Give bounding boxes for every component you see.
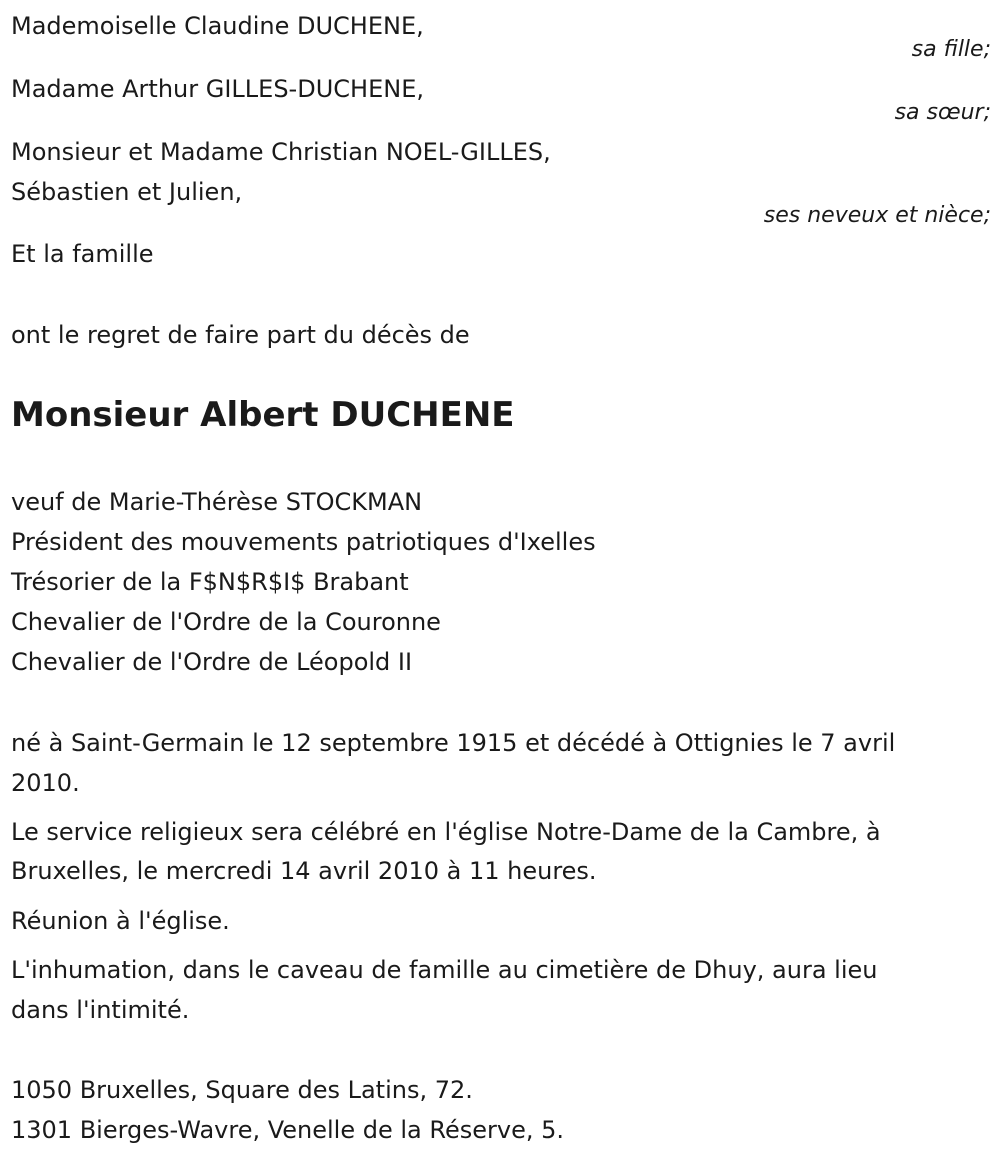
- burial-line-1: L'inhumation, dans le caveau de famille au cimetière de Dhuy, aura lieu: [11, 956, 878, 984]
- nephews-line-2: Sébastien et Julien,: [11, 178, 243, 206]
- title-line: veuf de Marie-Thérèse STOCKMAN: [11, 488, 423, 516]
- service-line-2: Bruxelles, le mercredi 14 avril 2010 à 11 heures.: [11, 857, 597, 885]
- daughter-name: Mademoiselle Claudine DUCHENE,: [11, 12, 424, 40]
- sister-role: sa sœur;: [894, 100, 991, 125]
- obituary-notice: [11, 0, 991, 1166]
- family-line: Et la famille: [11, 240, 154, 268]
- birth-death-line-2: 2010.: [11, 769, 80, 797]
- nephews-line-1: Monsieur et Madame Christian NOEL-GILLES,: [11, 138, 551, 166]
- title-line: Chevalier de l'Ordre de Léopold II: [11, 648, 413, 676]
- nephews-role: ses neveux et nièce;: [763, 203, 991, 228]
- address-line: 1301 Bierges-Wavre, Venelle de la Réserve, 5.: [11, 1116, 564, 1144]
- deceased-name: Monsieur Albert DUCHENE: [11, 395, 515, 435]
- birth-death-line-1: né à Saint-Germain le 12 septembre 1915 et décédé à Ottignies le 7 avril: [11, 729, 896, 757]
- sister-name: Madame Arthur GILLES-DUCHENE,: [11, 75, 424, 103]
- service-line-1: Le service religieux sera célébré en l'église Notre-Dame de la Cambre, à: [11, 818, 881, 846]
- daughter-role: sa fille;: [911, 37, 991, 62]
- address-line: 1050 Bruxelles, Square des Latins, 72.: [11, 1076, 473, 1104]
- meeting-line: Réunion à l'église.: [11, 907, 230, 935]
- announcement: ont le regret de faire part du décès de: [11, 321, 470, 349]
- title-line: Trésorier de la F$N$R$I$ Brabant: [11, 568, 409, 596]
- title-line: Président des mouvements patriotiques d'Ixelles: [11, 528, 596, 556]
- title-line: Chevalier de l'Ordre de la Couronne: [11, 608, 441, 636]
- burial-line-2: dans l'intimité.: [11, 996, 190, 1024]
